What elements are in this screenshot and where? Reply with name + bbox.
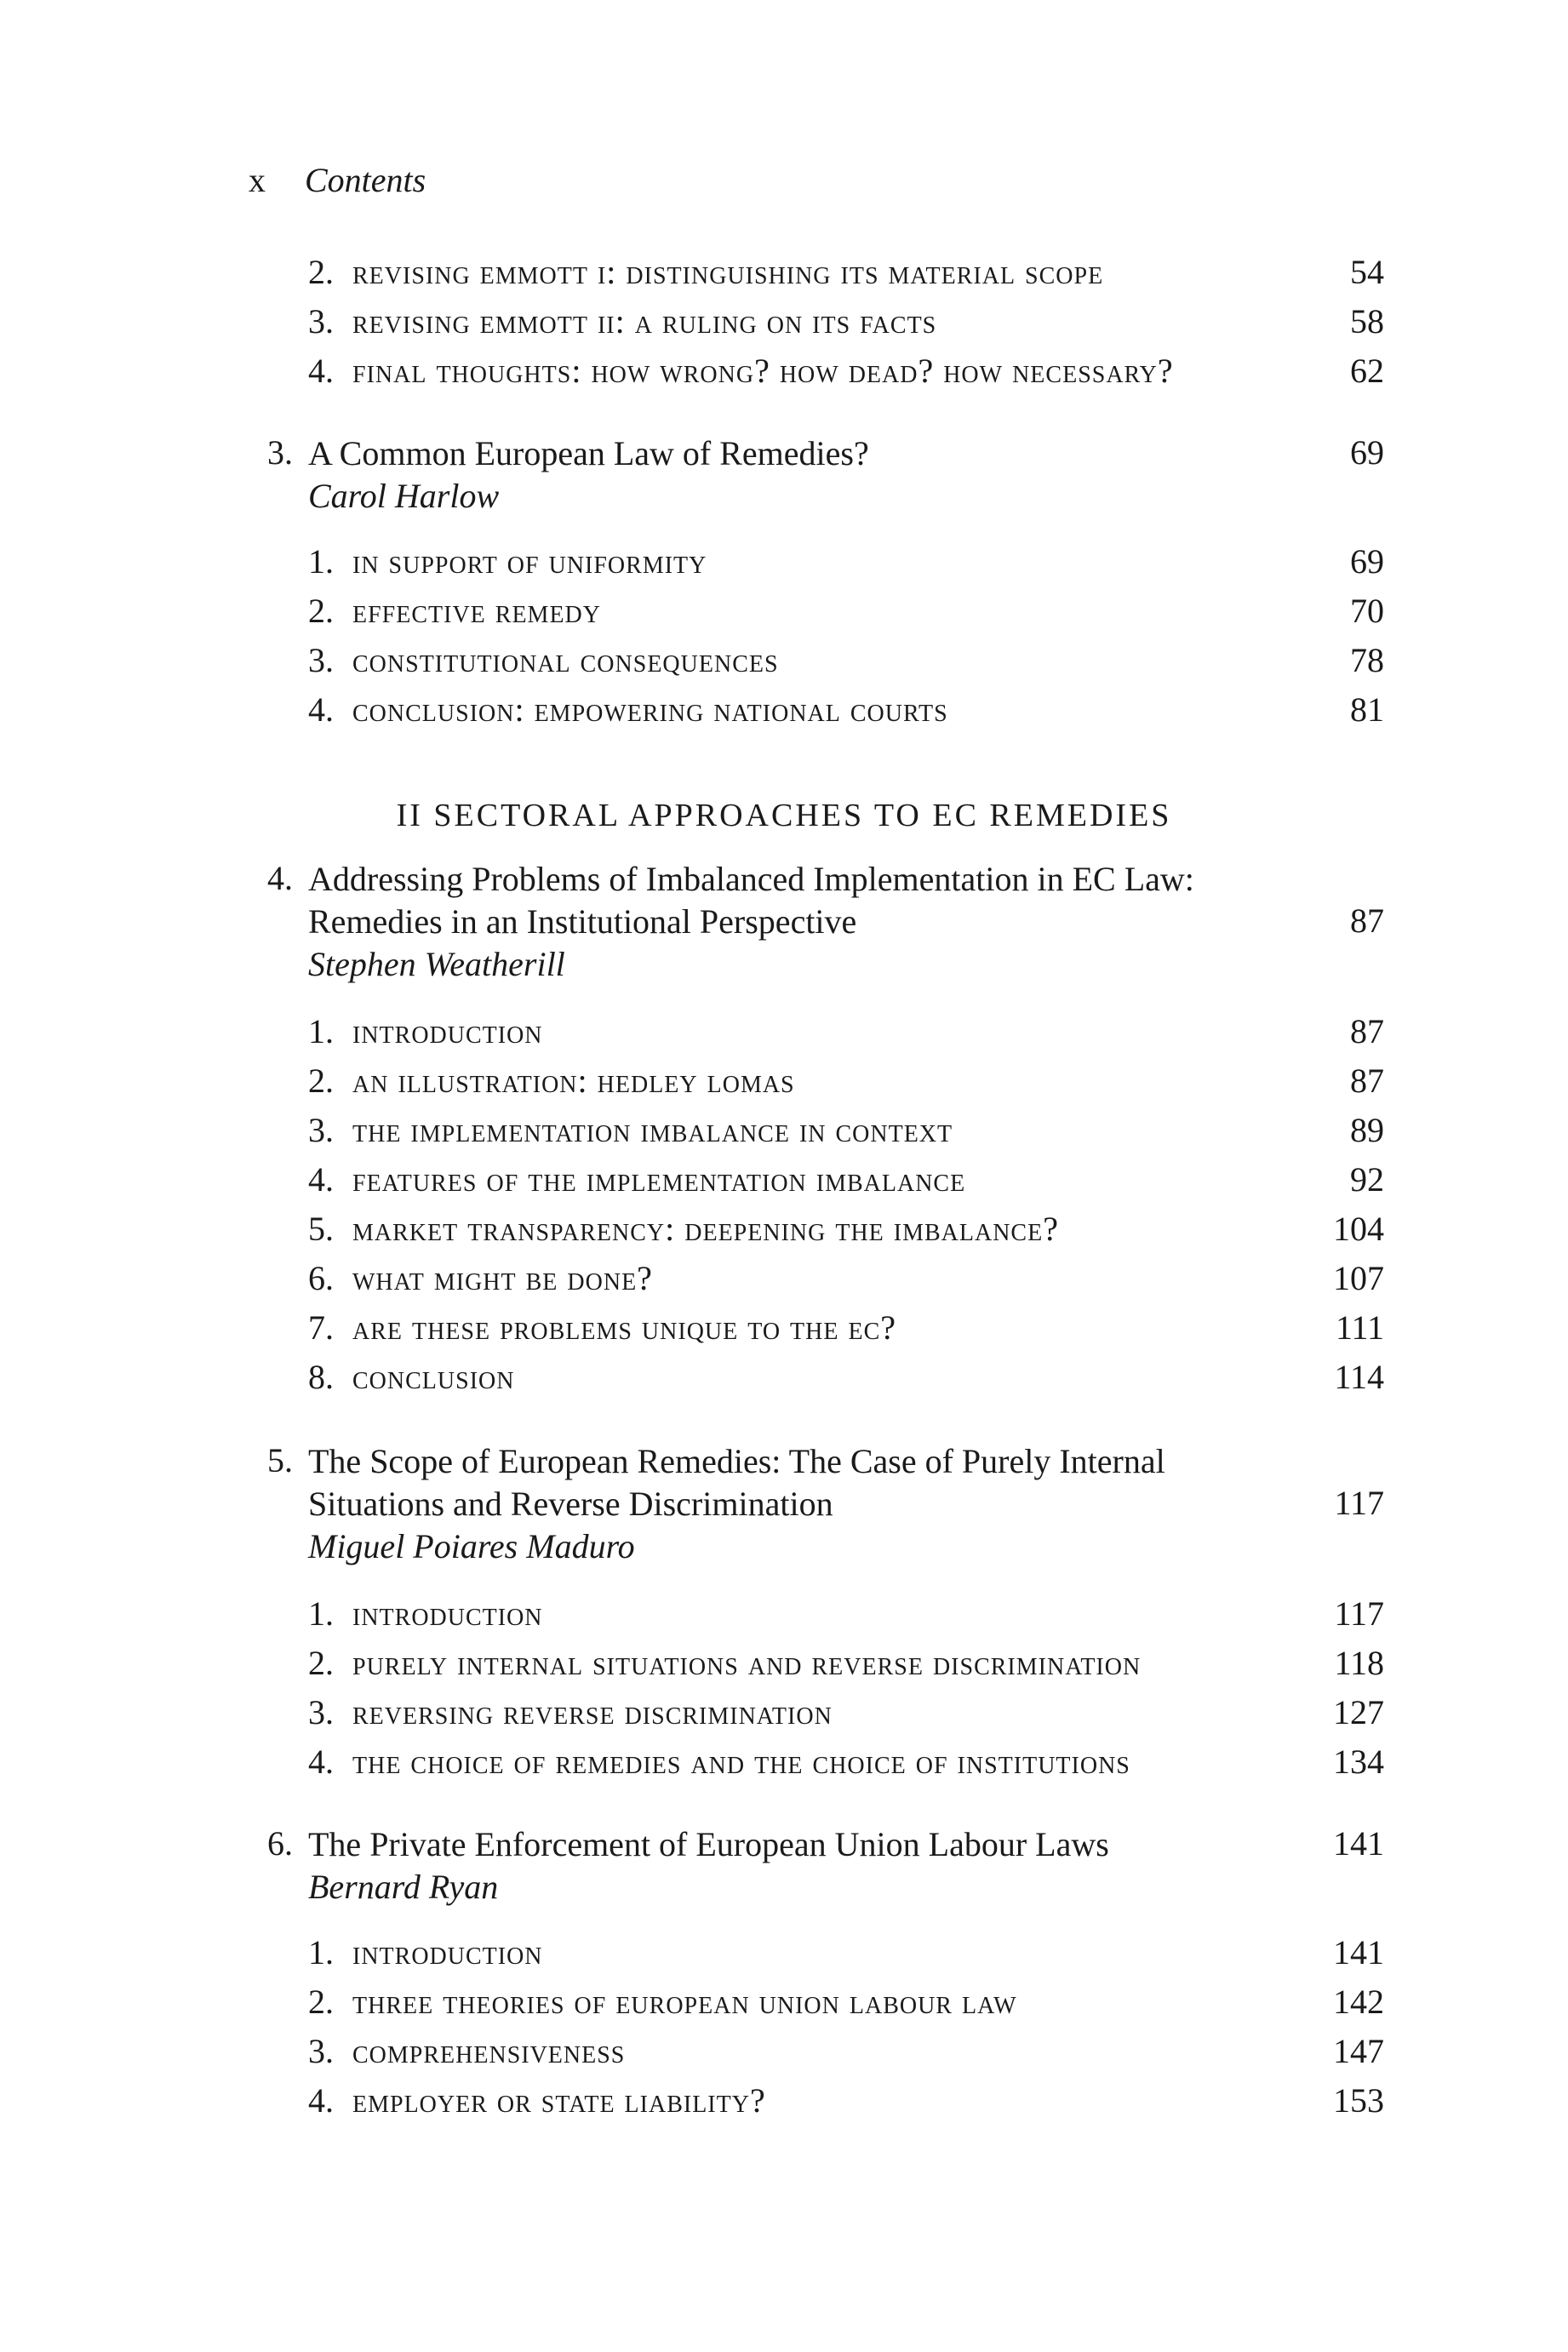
- section-title: introduction: [352, 1933, 543, 1971]
- section-page-number: 70: [1350, 592, 1384, 630]
- section-number: 3.: [308, 1693, 334, 1731]
- section-title: revising emmott i: distinguishing its material scope: [352, 253, 1104, 291]
- section-title: employer or state liability?: [352, 2081, 766, 2120]
- section-number: 4.: [308, 1160, 334, 1199]
- chapter-author: Carol Harlow: [308, 477, 500, 515]
- section-number: 1.: [308, 1012, 334, 1050]
- chapter-title-block: [308, 432, 869, 518]
- section-title: introduction: [352, 1012, 543, 1050]
- section-number: 4.: [308, 1743, 334, 1781]
- chapter-title-line: Remedies in an Institutional Perspective: [308, 902, 857, 941]
- section-title: the implementation imbalance in context: [352, 1111, 953, 1149]
- running-head: [249, 160, 426, 200]
- page-number: x: [249, 161, 266, 199]
- chapter-title-block: [308, 1440, 1165, 1568]
- section-page-number: 58: [1350, 302, 1384, 340]
- section-number: 2.: [308, 1644, 334, 1682]
- section-title: an illustration: hedley lomas: [352, 1062, 795, 1100]
- section-title: are these problems unique to the ec?: [352, 1308, 897, 1347]
- section-title: effective remedy: [352, 592, 601, 630]
- section-page-number: 114: [1334, 1358, 1384, 1396]
- chapter-page-number: 69: [1350, 433, 1384, 472]
- section-number: 6.: [308, 1259, 334, 1297]
- section-title: what might be done?: [352, 1259, 653, 1297]
- section-number: 2.: [308, 253, 334, 291]
- chapter-title-block: [308, 1823, 1109, 1908]
- section-number: 1.: [308, 542, 334, 581]
- section-number: 2.: [308, 1062, 334, 1100]
- chapter-title-line: The Scope of European Remedies: The Case of Purely Internal: [308, 1442, 1165, 1480]
- section-title: purely internal situations and reverse discrimination: [352, 1644, 1142, 1682]
- section-page-number: 87: [1350, 1012, 1384, 1050]
- section-number: 3.: [308, 1111, 334, 1149]
- section-page-number: 111: [1335, 1308, 1384, 1347]
- section-number: 3.: [308, 2032, 334, 2070]
- section-page-number: 147: [1333, 2032, 1384, 2070]
- chapter-title-line: Addressing Problems of Imbalanced Implementation in EC Law:: [308, 860, 1194, 898]
- section-page-number: 92: [1350, 1160, 1384, 1199]
- section-page-number: 134: [1333, 1743, 1384, 1781]
- chapter-title-line: A Common European Law of Remedies?: [308, 434, 869, 472]
- section-title: revising emmott ii: a ruling on its facts: [352, 302, 937, 340]
- section-number: 8.: [308, 1358, 334, 1396]
- chapter-title-line: The Private Enforcement of European Union Labour Laws: [308, 1825, 1109, 1863]
- chapter-author: Stephen Weatherill: [308, 945, 565, 983]
- chapter-number: 4.: [267, 859, 293, 897]
- section-number: 7.: [308, 1308, 334, 1347]
- chapter-number: 3.: [267, 433, 293, 472]
- section-number: 3.: [308, 641, 334, 679]
- section-number: 5.: [308, 1210, 334, 1248]
- section-title: market transparency: deepening the imbalance?: [352, 1210, 1059, 1248]
- section-title: the choice of remedies and the choice of institutions: [352, 1743, 1130, 1781]
- section-page-number: 104: [1333, 1210, 1384, 1248]
- section-page-number: 141: [1333, 1933, 1384, 1971]
- chapter-number: 5.: [267, 1441, 293, 1479]
- section-page-number: 153: [1333, 2081, 1384, 2120]
- section-number: 2.: [308, 592, 334, 630]
- section-title: conclusion: empowering national courts: [352, 690, 948, 729]
- section-title: final thoughts: how wrong? how dead? how necessary?: [352, 352, 1174, 390]
- chapter-author: Bernard Ryan: [308, 1868, 499, 1906]
- section-number: 1.: [308, 1594, 334, 1633]
- section-title: features of the implementation imbalance: [352, 1160, 966, 1199]
- chapter-author: Miguel Poiares Maduro: [308, 1527, 635, 1565]
- section-page-number: 142: [1333, 1983, 1384, 2021]
- section-title: constitutional consequences: [352, 641, 779, 679]
- section-page-number: 107: [1333, 1259, 1384, 1297]
- part-heading: II SECTORAL APPROACHES TO EC REMEDIES: [396, 798, 1172, 833]
- section-page-number: 69: [1350, 542, 1384, 581]
- chapter-page-number: 87: [1350, 901, 1384, 940]
- chapter-title-block: [308, 858, 1194, 986]
- section-page-number: 87: [1350, 1062, 1384, 1100]
- section-title: introduction: [352, 1594, 543, 1633]
- section-page-number: 62: [1350, 352, 1384, 390]
- section-number: 4.: [308, 352, 334, 390]
- section-number: 4.: [308, 2081, 334, 2120]
- section-page-number: 118: [1334, 1644, 1384, 1682]
- section-title: in support of uniformity: [352, 542, 707, 581]
- section-page-number: 127: [1333, 1693, 1384, 1731]
- section-title: comprehensiveness: [352, 2032, 626, 2070]
- section-page-number: 81: [1350, 690, 1384, 729]
- section-page-number: 78: [1350, 641, 1384, 679]
- section-page-number: 89: [1350, 1111, 1384, 1149]
- chapter-title-line: Situations and Reverse Discrimination: [308, 1485, 833, 1523]
- section-number: 3.: [308, 302, 334, 340]
- section-number: 2.: [308, 1983, 334, 2021]
- chapter-number: 6.: [267, 1824, 293, 1863]
- running-title: Contents: [305, 161, 426, 199]
- section-number: 1.: [308, 1933, 334, 1971]
- chapter-page-number: 117: [1334, 1484, 1384, 1522]
- section-page-number: 117: [1334, 1594, 1384, 1633]
- section-page-number: 54: [1350, 253, 1384, 291]
- section-title: reversing reverse discrimination: [352, 1693, 833, 1731]
- section-title: three theories of european union labour law: [352, 1983, 1017, 2021]
- section-number: 4.: [308, 690, 334, 729]
- section-title: conclusion: [352, 1358, 515, 1396]
- chapter-page-number: 141: [1333, 1824, 1384, 1863]
